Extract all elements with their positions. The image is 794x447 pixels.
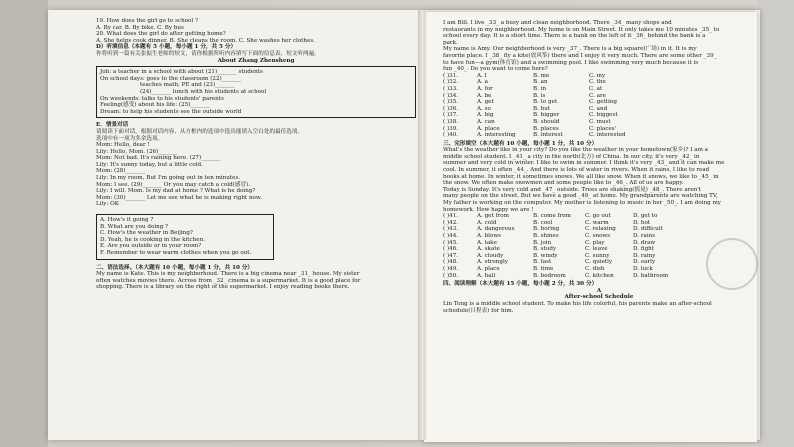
choice-cell: C. leave — [585, 246, 608, 253]
passage-line: My name is Kate. This is my neighborhood. There is a big cinema near _31_ house. My sister — [96, 271, 360, 278]
passage-line: shopping. There is a library on the right of the supermarket. I enjoy reading books there. — [96, 284, 350, 291]
table-row: teaches math, PE and (23)_______ — [140, 82, 235, 89]
choice-cell: ( )35. — [443, 99, 459, 106]
choice-cell: B. study — [533, 246, 557, 253]
choice-cell: C. the — [589, 79, 606, 86]
choice-cell: ( )49. — [443, 265, 459, 272]
dialog-line: Mom: Hello, dear ! — [96, 142, 150, 149]
passage-line: cool. In summer, it often _44_. And there is lots of water in rivers. When it rains, I like to read — [443, 167, 710, 174]
choice-cell: A. blows — [477, 233, 501, 239]
choice-cell: C. relaxing — [585, 226, 616, 233]
choice-cell: B. places — [533, 125, 559, 132]
text-line: 20. What does the girl do after getting home? — [96, 31, 226, 38]
choice-cell: C. biggest — [589, 112, 618, 119]
clock-watermark-icon — [706, 238, 758, 290]
choice-cell: B. time — [533, 265, 554, 272]
choice-cell: C. at — [589, 85, 603, 92]
choice-cell: ( )37. — [443, 112, 459, 119]
section-heading: 四、阅读理解（本大题有 15 小题，每小题 2 分，共 30 分） — [443, 281, 598, 288]
choice-cell: C. quietly — [585, 259, 613, 266]
section-heading: D）听填信息（本题有 5 小题，每小题 1 分，共 5 分） — [96, 44, 237, 51]
choice-cell: D. fight — [633, 246, 655, 253]
dialog-line: Lily: OK — [96, 201, 119, 208]
choice-cell: A. a — [477, 79, 488, 86]
choice-cell: ( )38. — [443, 118, 459, 125]
choice-cell: C. kitchen — [585, 272, 614, 279]
choice-cell: ( )33. — [443, 85, 459, 92]
choice-cell: ( )36. — [443, 105, 459, 112]
page-fold — [418, 10, 426, 440]
passage-line: summer and very cold in winter. I like to swim in summer. I think it's very _43_ and it can make me — [443, 160, 725, 167]
passage-line: to have fun—a gym(体育馆) and a swimming pool. I like swimming very much because it is — [443, 59, 699, 66]
choice-cell: B. join — [533, 239, 552, 246]
choice-row — [443, 226, 755, 233]
choice-cell: D. draw — [633, 239, 656, 246]
choice-cell: A. I — [477, 72, 487, 79]
choice-cell: B. is — [533, 92, 546, 99]
option: D. Yeah, he is cooking in the kitchen. — [100, 236, 205, 243]
choice-cell: C. places' — [589, 125, 617, 132]
choice-cell: A. place — [477, 265, 500, 272]
passage-line: the snow. We often make snowmen and some people like to _46_. All of us are happy. — [443, 180, 684, 187]
choice-cell: C. are — [589, 92, 606, 99]
choice-cell: A. take — [477, 239, 497, 246]
background-left — [0, 0, 48, 447]
passage-line: often watches movies there. Across from _32_ cinema is a supermarket. It is a good place for — [96, 277, 361, 284]
choice-cell: ( )40. — [443, 132, 459, 139]
choice-cell: ( )31. — [443, 72, 459, 79]
choice-cell: B. an — [533, 79, 548, 86]
text-line: 你将听到一篇有关张振生老师的短文，请你根据所听内容填写下面的信息表，短文听两遍。 — [96, 50, 320, 57]
choice-cell: C. must — [589, 118, 611, 125]
choice-cell: A. skate — [477, 246, 500, 253]
choice-row — [443, 93, 755, 100]
choice-cell: A. can — [477, 118, 495, 125]
choice-cell: ( )50. — [443, 272, 459, 279]
choice-cell: ( )47. — [443, 252, 459, 259]
passage-line: Today is Sunday. It's very cold and _47_ outside. Trees are shaking(摇晃) _48_. There aren't — [443, 186, 702, 193]
choice-cell: ( )43. — [443, 226, 459, 233]
choice-cell: C. interested — [589, 132, 626, 139]
choice-row — [443, 73, 755, 80]
dialog-line: Lily: In my room, But I'm going out in ten minutes. — [96, 175, 241, 182]
left-column — [96, 18, 416, 291]
choice-row — [443, 132, 755, 139]
passage-line: middle school student. I _41_ a city in the north(北方) of China. In our city, it's very _42_ in — [443, 153, 700, 160]
table-row: (24)_______ lunch with his students at school — [140, 88, 267, 95]
dialog-line: Mom: (30)_______ Let me see what he is making right now. — [96, 194, 262, 201]
choice-row — [443, 220, 755, 227]
choice-cell: C. warm — [585, 219, 609, 226]
choice-cell: A. be — [477, 92, 492, 99]
option: A. How's it going ? — [100, 217, 154, 224]
choice-cell: B. boring — [533, 226, 560, 233]
passage-line: school every day. It is a short time. There is a bank on the left of it _36_ behind the bank is a — [443, 33, 706, 40]
choice-row — [443, 240, 755, 247]
reading-title: After-school Schedule — [564, 294, 634, 301]
choice-cell: D. hot — [633, 219, 651, 226]
dialog-line: Mom: (28)_______ — [96, 168, 146, 175]
choice-cell: D. luck — [633, 265, 653, 272]
choice-cell: ( )46. — [443, 246, 459, 253]
option: B. What are you doing ? — [100, 223, 169, 230]
text-line: A. By car. B. By bike. C. By bus — [96, 24, 184, 31]
dialog-line: Lily: Hello, Mom. (26)_______ — [96, 148, 178, 155]
choice-row — [443, 126, 755, 133]
choice-cell: D. early — [633, 259, 656, 266]
choice-cell: C. dish — [585, 265, 605, 272]
choice-cell: ( )32. — [443, 79, 459, 86]
choice-cell: B. come from — [533, 213, 571, 220]
choice-cell: B. should — [533, 118, 560, 125]
dialog-line: Mom: I see. (29)_______ Or you may catch a cold(感冒). — [96, 181, 251, 188]
table-row: On weekends: talks to his students' parents — [100, 95, 224, 102]
passage-line: schedule(日程表) for him. — [443, 307, 514, 314]
choice-cell: A. place — [477, 125, 500, 132]
choice-cell: B. interest — [533, 132, 563, 139]
section-heading: 二、语法选择。（本大题有 10 小题，每小题 1 分，共 10 分） — [96, 264, 254, 271]
choice-cell: ( )44. — [443, 233, 459, 239]
choice-cell: B. shines — [533, 233, 559, 239]
option: C. How's the weather in Beijing? — [100, 230, 193, 237]
dialog-line: Lily: It's sunny today, but a little cold. — [96, 161, 203, 168]
choice-cell: B. in — [533, 85, 547, 92]
choice-cell: A. dangerous — [477, 226, 515, 233]
choice-cell: A. so — [477, 105, 491, 112]
choice-cell: B. bigger — [533, 112, 560, 119]
choice-cell: B. but — [533, 105, 551, 112]
dialog-line: Mom: Not bad. It's raining here. (27)_______ — [96, 155, 221, 162]
text-line: A. She helps cook dinner. B. She cleans the room. C. She washes her clothes. — [96, 37, 315, 44]
background-right — [758, 0, 794, 447]
choice-cell: A. get from — [477, 213, 509, 220]
choice-cell: C. snows — [585, 233, 611, 239]
choice-cell: ( )41. — [443, 213, 459, 220]
choice-row — [443, 106, 755, 113]
choice-cell: A. big — [477, 112, 494, 119]
choice-cell: A. cloudy — [477, 252, 504, 259]
table-row: Dream: to help his students see the outside world — [100, 108, 242, 115]
table-title: About Zhang Zhensheng — [217, 57, 295, 64]
choice-cell: A. for — [477, 85, 493, 92]
choice-cell: ( )42. — [443, 219, 459, 226]
choice-cell: B. fast — [533, 259, 552, 266]
passage-line: Lin Tong is a middle school student. To make his life colorful, his parents make an after-school — [443, 300, 712, 307]
choice-cell: B. windy — [533, 252, 558, 259]
text-line: 选项中有一项为多余选项。 — [96, 135, 164, 142]
choice-cell: D. bathroom — [633, 272, 669, 279]
options-box — [96, 214, 274, 260]
choice-cell: A. cold — [477, 219, 497, 226]
part-label: A — [596, 287, 602, 294]
choice-cell: C. go out — [585, 213, 611, 220]
passage-line: fun _40_. Do you want to come here? — [443, 66, 548, 73]
choice-row — [443, 112, 755, 119]
passage-line: favorite place. I _38_ fly a kite(放风筝) there and I enjoy it very much. There are some other _39_ — [443, 52, 717, 59]
choice-row — [443, 79, 755, 86]
choice-cell: A. strongly — [477, 259, 508, 266]
choice-row — [443, 99, 755, 106]
option: E. Are you outside or in your room? — [100, 243, 202, 250]
choice-row — [443, 86, 755, 93]
passage-line: My father is working on the computer. My mother is listening to music in her _50_. I am doing my — [443, 200, 721, 207]
passage-line: My name is Amy. Our neighborhood is very _37_. There is a big square(广场) in it. It is my — [443, 46, 697, 53]
passage-line: What's the weather like in your city? Do you like the weather in your hometown(家乡)? I am a — [443, 147, 709, 154]
passage-line: homework. How happy we are ! — [443, 206, 534, 213]
text-line: 请阅读下面对话，根据对话内容，从方框内的选项中选出能填入空白处的最佳选项。 — [96, 128, 303, 135]
text-line: 19. How does the girl go to school ? — [96, 18, 198, 24]
choice-cell: A. interesting — [477, 132, 516, 139]
dialog-line: Lily: I will. Mom. Is my dad at home ? What is he doing? — [96, 188, 256, 195]
choice-row — [443, 119, 755, 126]
passage-line: I am Bill. I live _33_ a busy and clean neighborhood. There _34_ many shops and — [443, 20, 672, 26]
choice-cell: B. cool — [533, 219, 553, 226]
table-row: Job: a teacher in a school with about (21)_______ students — [100, 69, 263, 76]
table-row: On school days: goes to the classroom (22)_______ — [100, 75, 242, 82]
choice-cell: B. to get — [533, 99, 558, 106]
passage-line: many people on the street. But we have a good _49_ at home. My grandparents are watching TV, — [443, 193, 718, 200]
passage-line: books at home. In winter, it sometimes snows. We all like snow. When it snows, we like to _45_ in — [443, 173, 719, 180]
choice-cell: D. get to — [633, 213, 658, 220]
section-heading: 三、完形填空（本大题有 10 小题，每小题 1 分，共 10 分） — [443, 140, 598, 147]
choice-cell: A. get — [477, 99, 494, 106]
choice-cell: D. difficult — [633, 226, 663, 233]
choice-list — [443, 73, 755, 139]
choice-cell: ( )45. — [443, 239, 459, 246]
choice-cell: ( )34. — [443, 92, 459, 99]
choice-cell: D. rainy — [633, 252, 656, 259]
passage-line: restaurants in my neighborhood. My home is on Main Street. It only takes me 10 minutes _35_ to — [443, 26, 720, 33]
choice-row — [443, 213, 755, 220]
choice-cell: ( )48. — [443, 259, 459, 266]
info-table — [96, 66, 416, 118]
choice-cell: C. getting — [589, 99, 617, 106]
choice-cell: C. and — [589, 105, 608, 112]
choice-cell: C. play — [585, 239, 605, 246]
option: F. Remember to wear warm clothes when you go out. — [100, 250, 252, 256]
section-heading: E．情景对话 — [96, 122, 129, 129]
choice-cell: ( )39. — [443, 125, 459, 132]
table-row: Feeling(感受) about his life: (25)_______ — [100, 102, 210, 109]
choice-cell: B. me — [533, 72, 550, 79]
choice-row — [443, 233, 755, 240]
choice-cell: C. sunny — [585, 252, 610, 259]
choice-cell: C. my — [589, 72, 606, 79]
choice-cell: B. bedroom — [533, 272, 566, 279]
choice-cell: D. rains — [633, 233, 656, 239]
passage-line: park. — [443, 39, 458, 46]
choice-cell: A. hall — [477, 272, 496, 279]
